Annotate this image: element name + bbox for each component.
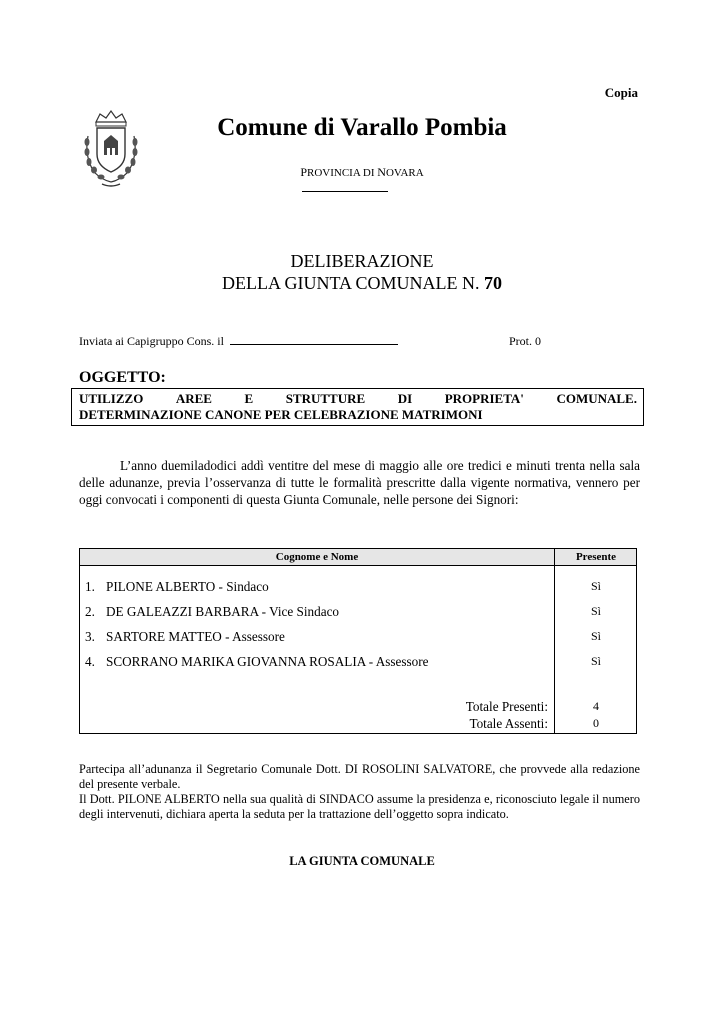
table-row	[80, 604, 636, 622]
table-row	[80, 629, 636, 647]
subject-word: AREE	[175, 391, 212, 406]
subject-label: OGGETTO:	[79, 369, 166, 386]
subject-word: DI	[397, 391, 413, 406]
member-number: 2.	[85, 604, 95, 619]
table-header	[80, 549, 636, 566]
table-row	[80, 579, 636, 597]
column-header-name: Cognome e Nome	[275, 551, 359, 563]
member-name: SCORRANO MARIKA GIOVANNA ROSALIA - Assessore	[106, 654, 429, 669]
member-name: DE GALEAZZI BARBARA - Vice Sindaco	[106, 604, 340, 619]
subject-word: UTILIZZO	[79, 391, 144, 406]
total-absent-value: 0	[593, 716, 599, 730]
council-heading: LA GIUNTA COMUNALE	[289, 854, 435, 868]
intro-paragraph: L’anno duemiladodici addì ventitre del mese di maggio alle ore tredici e minuti trenta nella sala delle adunanze, previa l’osservanza di tutte le formalità prescritte dalla vigente normativa, vennero per oggi convocati i componenti di questa Giunta Comunale, nelle persone dei Signori:	[79, 458, 640, 507]
member-number: 3.	[85, 629, 95, 644]
member-present: Sì	[590, 579, 601, 593]
secretary-paragraph: Partecipa all’adunanza il Segretario Comunale Dott. DI ROSOLINI SALVATORE, che provvede alla redazione del presente verbale.	[79, 762, 640, 791]
subject-line-2: DETERMINAZIONE CANONE PER CELEBRAZIONE MATRIMONI	[79, 407, 483, 422]
table-row	[80, 654, 636, 672]
member-number: 1.	[85, 579, 95, 594]
subject-line-1	[79, 391, 637, 407]
copy-label: Copia	[604, 85, 638, 100]
subject-word: PROPRIETA'	[444, 391, 524, 406]
total-absent-row: Totale Assenti: 0	[80, 716, 636, 732]
member-name: PILONE ALBERTO - Sindaco	[106, 579, 269, 594]
attendance-table	[79, 548, 637, 734]
presidency-paragraph: Il Dott. PILONE ALBERTO nella sua qualità di SINDACO assume la presidenza e, riconosciuto legale il numero degli intervenuti, dichiara aperta la seduta per la trattazione dell’oggetto sopra indicato.	[79, 792, 640, 821]
subject-word: STRUTTURE	[285, 391, 366, 406]
closing-text	[79, 762, 640, 822]
municipality-title: Comune di Varallo Pombia	[217, 114, 507, 141]
subject-word: COMUNALE.	[556, 391, 637, 406]
deliberation-title: DELIBERAZIONE DELLA GIUNTA COMUNALE N. 70	[221, 251, 503, 293]
total-present-row: Totale Presenti: 4	[80, 699, 636, 715]
total-present-value: 4	[593, 699, 599, 713]
subject-box	[71, 388, 644, 426]
member-present: Sì	[590, 654, 601, 668]
province-line: PROVINCIA DI NOVARA	[300, 165, 424, 179]
deliberation-number: 70	[484, 273, 503, 293]
member-name: SARTORE MATTEO - Assessore	[106, 629, 285, 644]
protocol-number: Prot. 0	[509, 334, 542, 348]
member-present: Sì	[590, 629, 601, 643]
subject-word: E	[244, 391, 254, 406]
member-present: Sì	[590, 604, 601, 618]
member-number: 4.	[85, 654, 95, 669]
province-underline	[302, 191, 388, 192]
date-blank-line	[230, 334, 398, 345]
sent-to-group-leaders: Inviata ai Capigruppo Cons. il	[79, 334, 398, 349]
column-header-present: Presente	[575, 551, 617, 563]
